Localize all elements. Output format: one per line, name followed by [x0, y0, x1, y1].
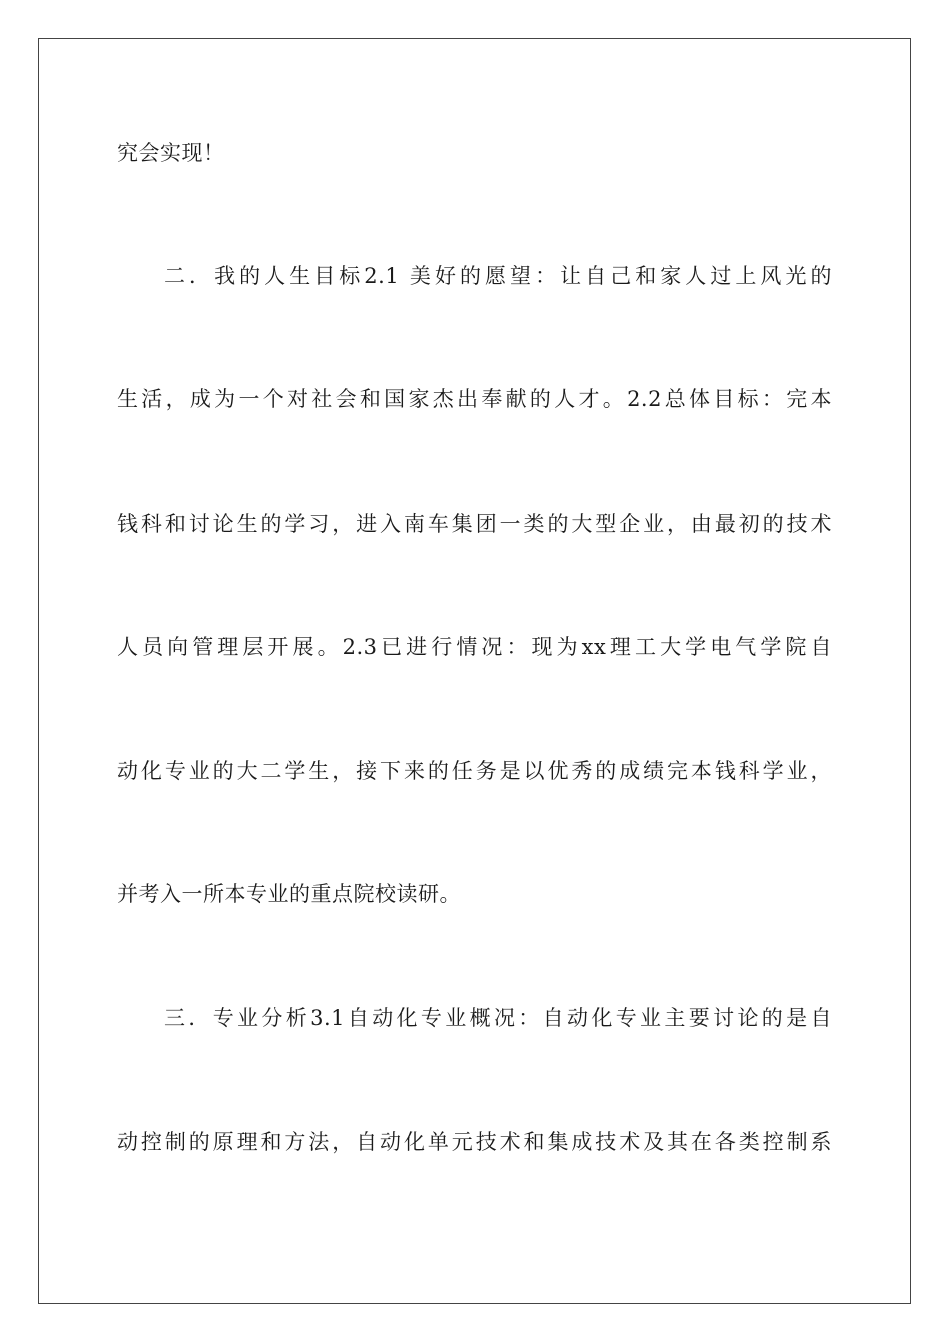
text-line-7: 并考入一所本专业的重点院校读研。	[117, 882, 461, 906]
text-line-4: 钱科和讨论生的学习，进入南车集团一类的大型企业，由最初的技术	[117, 512, 832, 536]
text-line-3: 生活，成为一个对社会和国家杰出奉献的人才。2.2总体目标：完本	[117, 387, 832, 411]
text-line-9: 动控制的原理和方法，自动化单元技术和集成技术及其在各类控制系	[117, 1130, 832, 1154]
text-line-2: 二．我的人生目标2.1 美好的愿望：让自己和家人过上风光的	[164, 264, 832, 288]
text-line-8: 三．专业分析3.1自动化专业概况：自动化专业主要讨论的是自	[164, 1006, 832, 1030]
text-line-6: 动化专业的大二学生，接下来的任务是以优秀的成绩完本钱科学业，	[117, 759, 832, 783]
text-line-1: 究会实现！	[117, 141, 225, 165]
page-border	[38, 38, 911, 1304]
text-line-5: 人员向管理层开展。2.3已进行情况：现为xx理工大学电气学院自	[117, 635, 832, 659]
